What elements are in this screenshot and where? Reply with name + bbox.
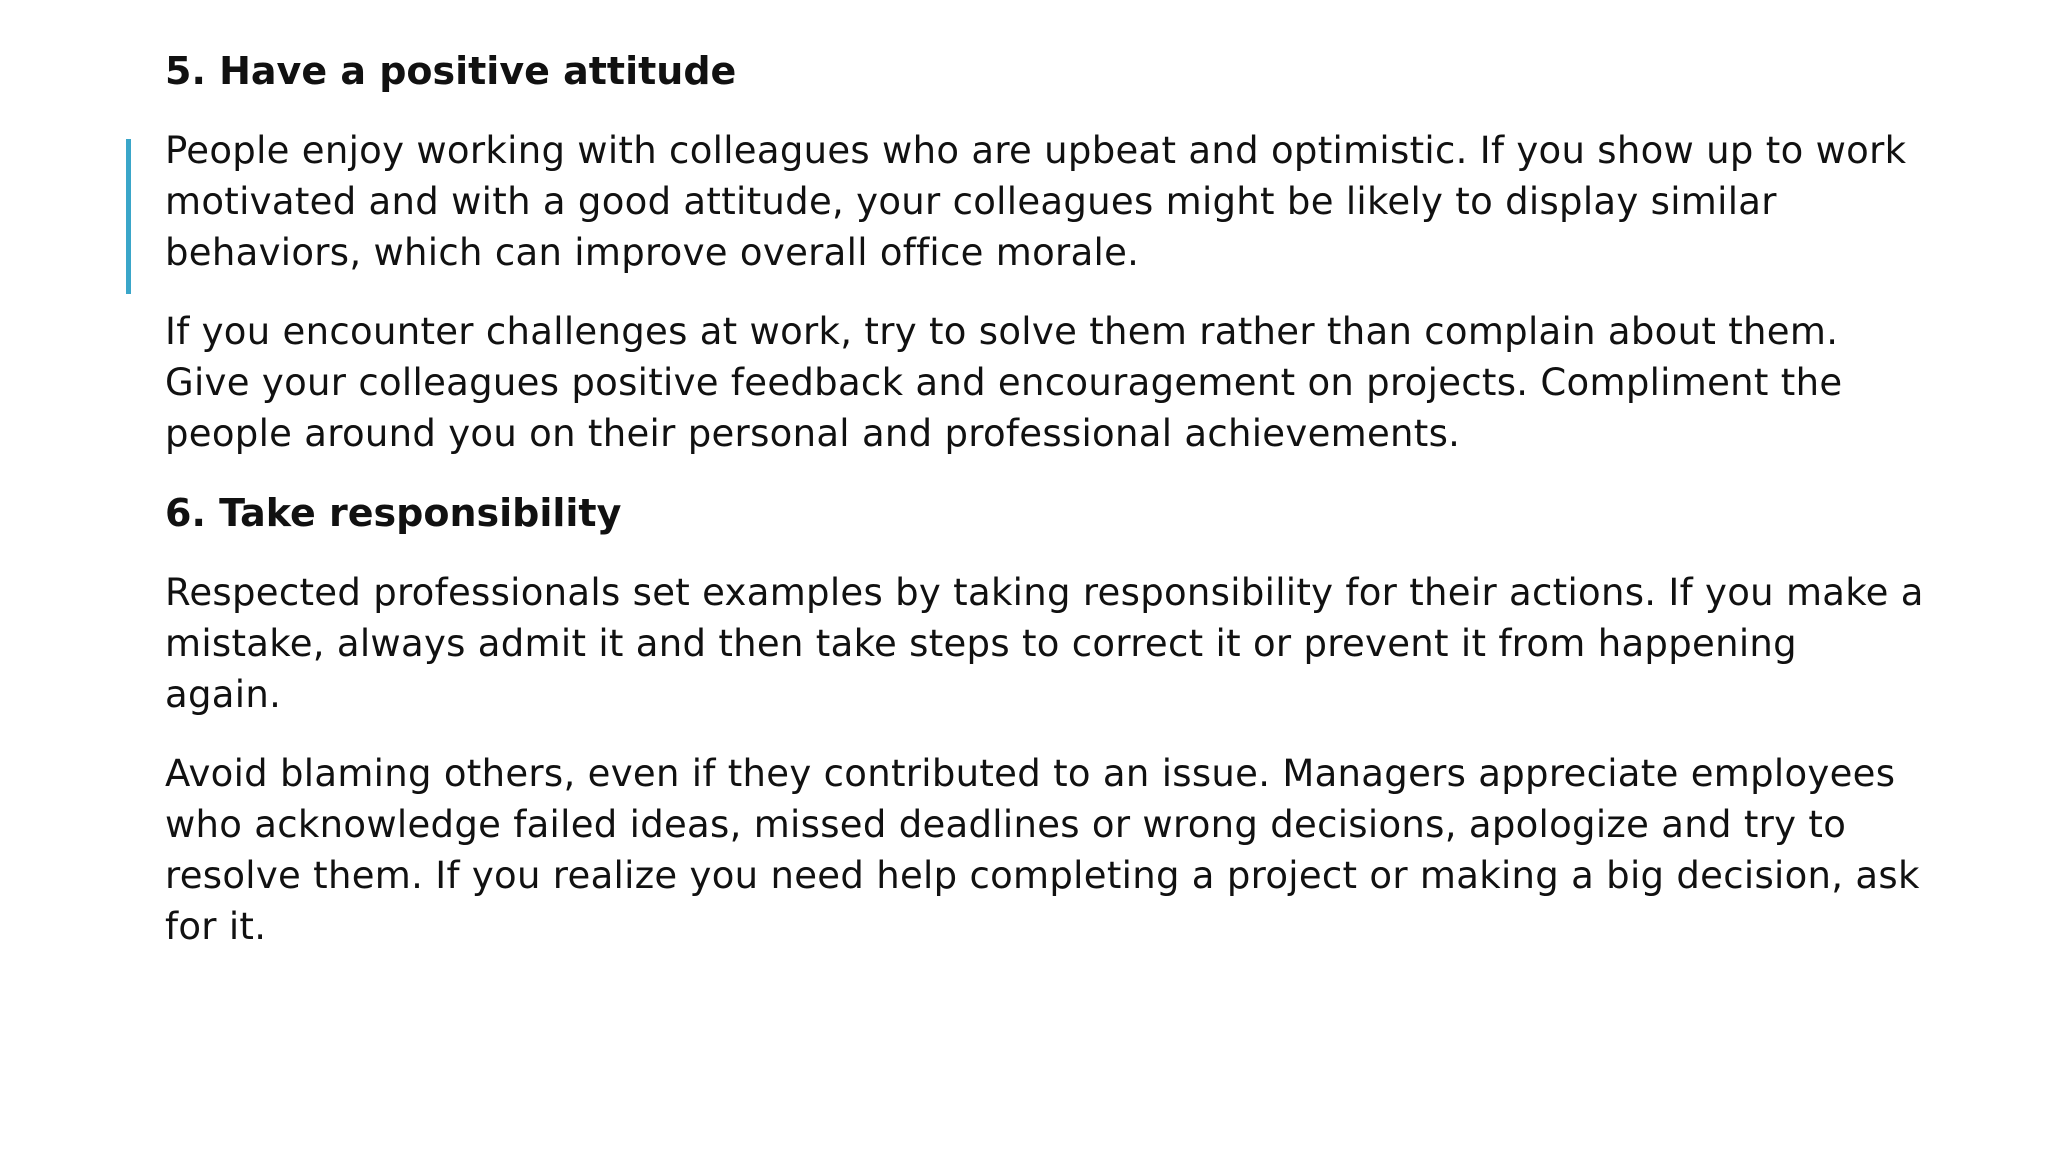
paragraph-take-responsibility-1: Respected professionals set examples by taking responsibility for their actions. If you make a mistake, always admit it and then take steps to correct it or prevent it from happening again. (165, 571, 1924, 716)
section-heading-take-responsibility: 6. Take responsibility (165, 491, 622, 535)
paragraph-take-responsibility-2: Avoid blaming others, even if they contributed to an issue. Managers appreciate employees who acknowledge failed ideas, missed deadlines or wrong decisions, apologize and try to resolve them. If you realize you need help completing a project or making a big decision, ask for it. (165, 752, 1920, 948)
section-heading-positive-attitude: 5. Have a positive attitude (165, 49, 737, 93)
paragraph-positive-attitude-2: If you encounter challenges at work, try to solve them rather than complain about them. Give your colleagues positive feedback and encouragement on projects. Compliment the people around you on their personal and professional achievements. (165, 310, 1843, 455)
slide-content (165, 45, 1925, 980)
accent-bar (126, 139, 131, 294)
paragraph-positive-attitude-1: People enjoy working with colleagues who are upbeat and optimistic. If you show up to work motivated and with a good attitude, your colleagues might be likely to display similar behaviors, which can improve overall office morale. (165, 129, 1907, 274)
